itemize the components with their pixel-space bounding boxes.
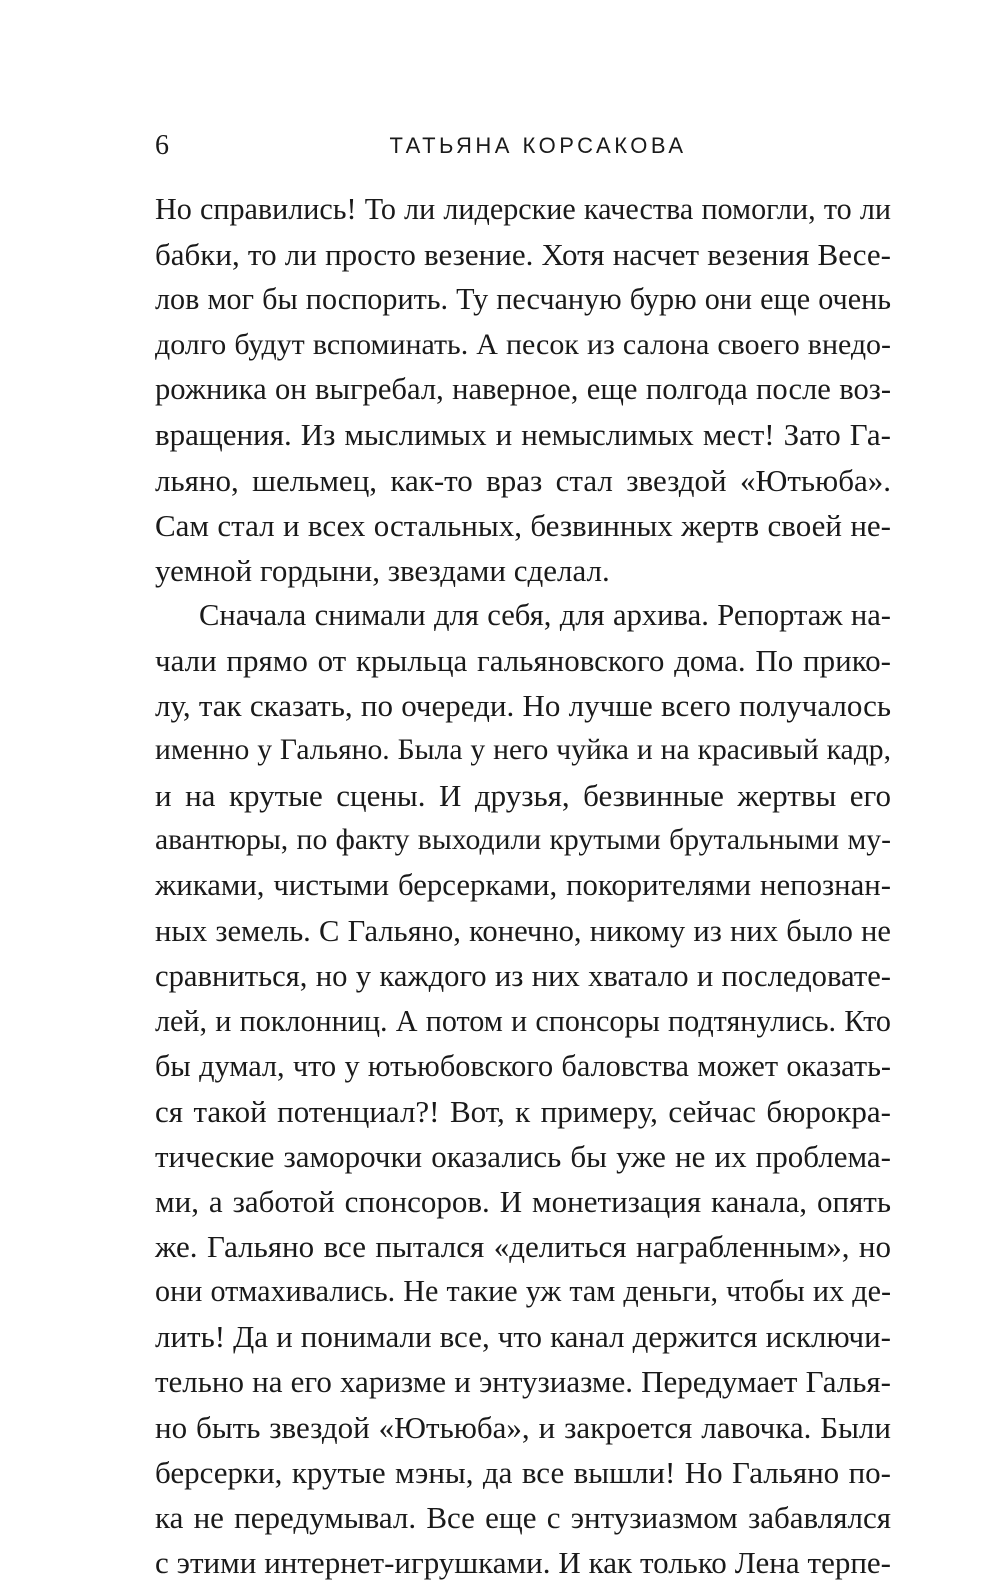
text-line: же. Гальяно все пытался «делиться награбленным», но [155,1229,891,1265]
body-text [155,187,891,1585]
text-line: лу, так сказать, по очереди. Но лучше всего получалось [155,688,891,724]
text-line: ка не передумывал. Все еще с энтузиазмом забавлялся [155,1499,891,1535]
text-line: Но справились! То ли лидерские качества помогли, то ли [155,192,891,226]
text-line: и на крутые сцены. И друзья, безвинные жертвы его [155,778,891,814]
text-line: тельно на его харизме и энтузиазме. Передумает Галья- [155,1364,891,1400]
text-line: именно у Гальяно. Была у него чуйка и на красивый кадр, [155,734,891,767]
text-line: рожника он выгребал, наверное, еще полгода после воз- [155,372,891,407]
text-line: чали прямо от крыльца гальяновского дома. По прико- [155,642,891,678]
text-line: но быть звездой «Ютьюба», и закроется лавочка. Были [155,1409,891,1445]
text-line: лить! Да и понимали все, что канал держится исключи- [155,1319,891,1355]
text-line: долго будут вспоминать. А песок из салона своего внедо- [155,328,891,362]
text-line: тические заморочки оказались бы уже не их проблема- [155,1138,891,1174]
text-line: лов мог бы поспорить. Ту песчаную бурю они еще очень [155,282,891,317]
text-line: с этими интернет-игрушками. И как только Лена терпе- [155,1544,891,1580]
text-line: авантюры, по факту выходили крутыми брутальными му- [155,824,891,857]
text-line: ми, а заботой спонсоров. И монетизация канала, опять [155,1184,891,1220]
text-line: Сам стал и всех остальных, безвинных жертв своей не- [155,507,891,543]
text-line: сравниться, но у каждого из них хватало и последовате- [155,958,891,993]
text-line: льяно, шельмец, как-то враз стал звездой «Ютьюба». [155,462,891,498]
text-line: ных земель. С Гальяно, конечно, никому из них было не [155,913,891,948]
running-title: ТАТЬЯНА КОРСАКОВА [389,133,687,158]
paragraph [155,593,891,1585]
text-line: лей, и поклонниц. А потом и спонсоры подтянулись. Кто [155,1003,891,1038]
text-line: бы думал, что у ютьюбовского баловства может оказать- [155,1048,891,1083]
text-line: уемной гордыни, звездами сделал. [155,552,610,588]
page-number: 6 [155,130,169,161]
text-line: берсерки, крутые мэны, да все вышли! Но Гальяно по- [155,1454,891,1490]
text-line: ся такой потенциал?! Вот, к примеру, сейчас бюрокра- [155,1093,891,1129]
text-line: жиками, чистыми берсерками, покорителями непознан- [155,868,891,903]
text-line: они отмахивались. Не такие уж там деньги, чтобы их де- [155,1274,891,1309]
text-line: вращения. Из мыслимых и немыслимых мест! Зато Га- [155,417,891,453]
paragraph [155,187,891,593]
text-line: Сначала снимали для себя, для архива. Репортаж на- [199,597,891,632]
running-header [155,128,891,168]
text-line: бабки, то ли просто везение. Хотя насчет везения Весе- [155,237,891,273]
